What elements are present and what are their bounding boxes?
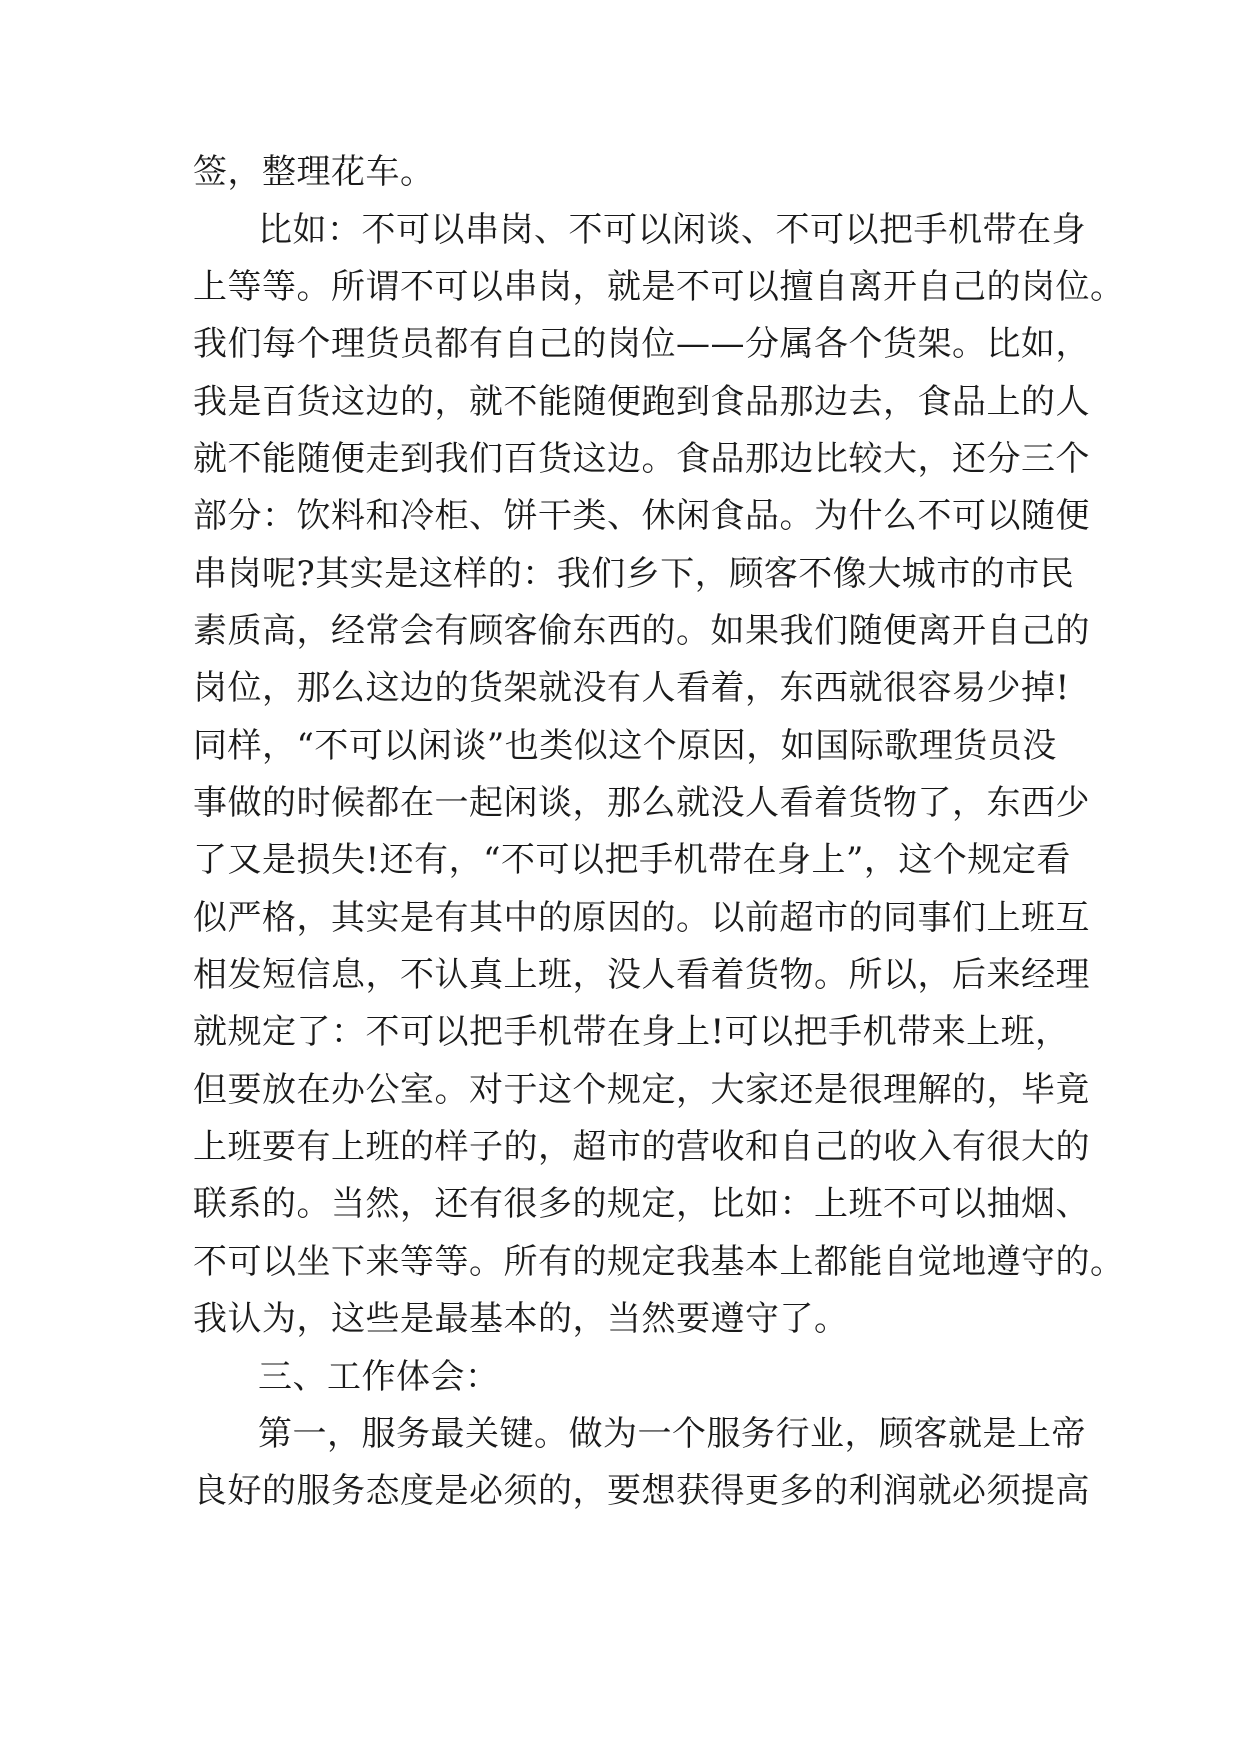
text-line: 似严格，其实是有其中的原因的。以前超市的同事们上班互: [193, 898, 1090, 938]
text-line: 签，整理花车。: [193, 152, 435, 192]
text-line: 上等等。所谓不可以串岗，就是不可以擅自离开自己的岗位。: [193, 267, 1125, 307]
text-line: 联系的。当然，还有很多的规定，比如：上班不可以抽烟、: [193, 1184, 1090, 1224]
text-line: 相发短信息，不认真上班，没人看着货物。所以，后来经理: [193, 955, 1090, 995]
text-line: 我们每个理货员都有自己的岗位——分属各个货架。比如，: [193, 324, 1090, 364]
paragraph-first-line: 第一，服务最关键。做为一个服务行业，顾客就是上帝: [258, 1414, 1086, 1454]
text-line: 我是百货这边的，就不能随便跑到食品那边去，食品上的人: [193, 382, 1090, 422]
text-line: 串岗呢?其实是这样的：我们乡下，顾客不像大城市的市民: [193, 554, 1075, 594]
paragraph-first-line: 比如：不可以串岗、不可以闲谈、不可以把手机带在身: [258, 210, 1086, 250]
text-line: 良好的服务态度是必须的，要想获得更多的利润就必须提高: [193, 1471, 1090, 1511]
text-line: 了又是损失!还有，“不可以把手机带在身上”，这个规定看: [193, 840, 1071, 880]
text-line: 我认为，这些是最基本的，当然要遵守了。: [193, 1299, 849, 1339]
text-line: 上班要有上班的样子的，超市的营收和自己的收入有很大的: [193, 1127, 1090, 1167]
text-line: 同样，“不可以闲谈”也类似这个原因，如国际歌理货员没: [193, 726, 1057, 766]
text-line: 部分：饮料和冷柜、饼干类、休闲食品。为什么不可以随便: [193, 496, 1090, 536]
text-line: 就不能随便走到我们百货这边。食品那边比较大，还分三个: [193, 439, 1090, 479]
section-heading: 三、工作体会：: [258, 1357, 500, 1397]
text-line: 但要放在办公室。对于这个规定，大家还是很理解的，毕竟: [193, 1070, 1090, 1110]
text-line: 事做的时候都在一起闲谈，那么就没人看着货物了，东西少: [193, 783, 1090, 823]
text-line: 不可以坐下来等等。所有的规定我基本上都能自觉地遵守的。: [193, 1242, 1125, 1282]
text-line: 就规定了：不可以把手机带在身上!可以把手机带来上班，: [193, 1012, 1070, 1052]
text-line: 素质高，经常会有顾客偷东西的。如果我们随便离开自己的: [193, 611, 1090, 651]
text-line: 岗位，那么这边的货架就没有人看着，东西就很容易少掉!: [193, 668, 1070, 708]
